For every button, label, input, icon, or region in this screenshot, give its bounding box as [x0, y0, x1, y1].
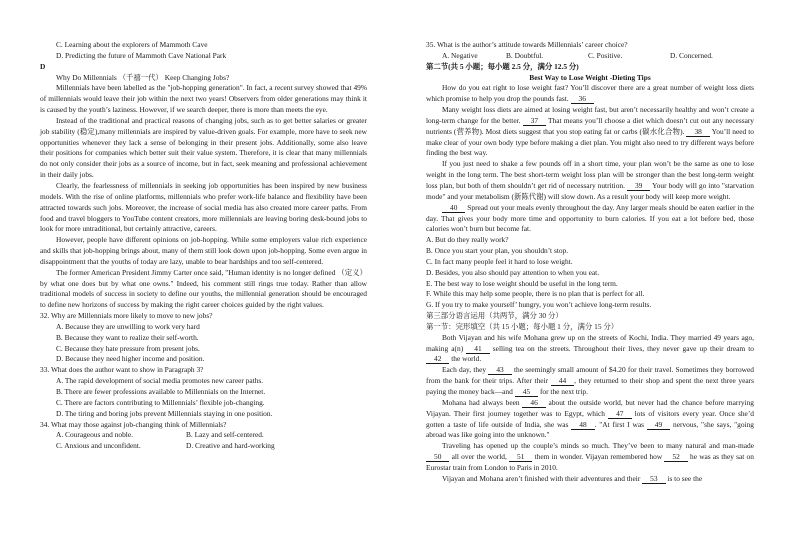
paragraph-text: the seemingly small amount of $4.20 for their travel. Sometimes they borrowed from the bank for their trips. After their — [426, 365, 754, 386]
paragraph-text: Many weight loss diets are aimed at losing weight fast, but aren’t necessarily healthy and won’t create a long-term change for the better. — [426, 105, 754, 125]
options-row — [40, 430, 367, 441]
option-c: C. There are factors contributing to Millennials’ flexible job-changing. — [56, 397, 265, 407]
blank-44: 44 — [551, 376, 574, 386]
option-a: A. Courageous and noble. — [56, 430, 133, 440]
option-b: B. There are fewer professions available to Millennials on the Internet. — [56, 387, 266, 396]
option-d: D. Concerned. — [670, 50, 713, 60]
blank-45: 45 — [515, 387, 538, 397]
cloze-paragraph-2 — [426, 365, 754, 398]
blank-51: 51 — [509, 452, 532, 462]
paragraph-2: Instead of the traditional and practical reasons of changing jobs, such as to get better salaries or greater job stability (稳定),many millennials are inspired by value-driven goals. For example, more have to seek new opportunities whenever they lack a sense of belonging in their present jobs. Additionally, some also leave their positions for companies which better suit their value system. Therefore, it is clear that many millennials do not only consider their jobs as a source of income, but in fact, seek meaning and professional achievement in their daily jobs. — [40, 115, 367, 180]
paragraph-text: he was as they sat on Eurostar train from London to Paris in 2010. — [426, 452, 754, 472]
question-32 — [40, 311, 367, 365]
option-d: D. The tiring and boring jobs prevent Millennials staying in one position. — [56, 408, 273, 418]
blank-36: 36 — [571, 94, 594, 104]
article-title: Best Way to Lose Weight -Dieting Tips — [529, 72, 651, 82]
question-35 — [426, 40, 754, 62]
option-g: G. If you try to make yourself’ hungry, you won’t achieve long-term results. — [426, 300, 652, 310]
option-c: C. In fact many people feel it hard to lose weight. — [426, 256, 573, 266]
cloze-paragraph-3 — [426, 398, 754, 441]
question-stem: 35. What is the author’s attitude towards Millennials’ career choice? — [426, 40, 628, 49]
cloze-paragraph-4 — [426, 441, 754, 474]
question-34 — [40, 420, 367, 453]
question-stem: 33. What does the author want to show in Paragraph 3? — [40, 365, 204, 375]
paragraph-text: , they returned to their shop and spent the next three years paying the money back—and — [426, 376, 754, 396]
blank-49: 49 — [647, 420, 670, 430]
blank-48: 48 — [571, 420, 594, 430]
option-d: D. Because they need higher income and position. — [56, 354, 205, 364]
section-letter: D — [40, 61, 46, 71]
option-d: D. Creative and hard-working — [186, 441, 275, 451]
option-d: D. Besides, you also should pay attention to when you eat. — [426, 267, 600, 277]
blank-47: 47 — [608, 409, 631, 419]
blank-37: 37 — [523, 116, 546, 126]
cloze-paragraph-1 — [426, 333, 754, 366]
blank-38: 38 — [686, 127, 709, 137]
paragraph-text: Spread out your meals evenly throughout the day. Any larger meals should be eaten earlier in the day. That gives your body more time and opportunity to burn calories. If you eat a lot before bed, those calories won’t burn but become fat. — [426, 202, 754, 234]
paragraph-text: Mohana had always been — [442, 397, 520, 407]
paragraph-text: Vijayan and Mohana aren’t finished with their adventures and their — [442, 473, 641, 483]
paragraph-text: You’ll need to make clear of your own body type before making a diet plan. You might also need to try different ways before finding the best way. — [426, 126, 754, 158]
right-column — [426, 40, 754, 485]
paragraph-text: is to see the — [667, 473, 703, 483]
passage-title: Why Do Millennials （千禧一代） Keep Changing Jobs? — [56, 72, 230, 82]
seven-choose-five-options — [426, 235, 754, 311]
cloze-paragraph-5 — [426, 474, 754, 485]
left-column — [40, 40, 367, 452]
question-stem: 34. What may those against job-changing think of Millennials? — [40, 419, 227, 429]
blank-42: 42 — [426, 354, 449, 364]
blank-39: 39 — [627, 181, 650, 191]
option-a: A. Negative — [442, 50, 478, 60]
blank-52: 52 — [664, 452, 687, 462]
blank-40: 40 — [442, 203, 465, 213]
option-b: B. Because they want to realize their self-worth. — [56, 332, 199, 342]
seven-choose-five-paragraph-2 — [426, 105, 754, 159]
option-e: E. The best way to lose weight should be useful in the long term. — [426, 278, 618, 288]
paragraph-text: lots of visitors every year. Once she’d gotten a taste of life outside of India, she was — [426, 408, 754, 429]
option-c: C. Positive. — [588, 50, 623, 60]
paragraph-3: Clearly, the fearlessness of millennials in seeking job opportunities has been inspired by new business models. With the rise of online platforms, millennials who prefer work-life balance and flexibility have been attracted towards such jobs. Moreover, the increase of social media has also created more career paths. From food and travel bloggers to YouTube content creators, more millennials are leaving boring desk-bound jobs to look for more untraditional, but certainly attractive, careers. — [40, 180, 367, 234]
section-2-header: 第二节(共 5 小题；每小题 2.5 分，满分 12.5 分) — [426, 61, 579, 71]
option-a: A. But do they really work? — [426, 235, 509, 245]
section-1-header: 第一节：完形填空（共 15 小题；每小题 1 分，满分 15 分） — [426, 321, 619, 331]
paragraph-5: The former American President Jimmy Carter once said, "Human identity is no longer defined （定义） by what one does but by what one owns." Indeed, his comment still rings true today. Rather than allow traditional models of success in society to define our youths, the millennial generation should be encouraged to define new horizons of success by making the right career choices guided by the right values. — [40, 267, 367, 310]
paragraph-text: Both Vijayan and his wife Mohana grew up on the streets of Kochi, India. They married 49 years ago, making a(n) — [426, 332, 754, 353]
blank-50: 50 — [426, 452, 449, 462]
blank-53: 53 — [642, 474, 665, 484]
paragraph-text: Your body will go into "starvation mode" and your metabolism (新陈代谢) will slow down. As a result your body will keep more weight. — [426, 180, 754, 201]
paragraph-text: How do you eat right to lose weight fast? You’ll discover there are a great number of weight loss diets which promise to help you drop the pounds fast. — [426, 83, 754, 104]
option-a: A. Because they are unwilling to work very hard — [56, 321, 200, 331]
paragraph-text: all over the world, — [451, 452, 507, 462]
option-b: B. Once you start your plan, you shouldn’t stop. — [426, 246, 569, 256]
paragraph-text: . "At first I was — [594, 419, 644, 429]
part-3-header: 第三部分语言运用（共两节，满分 30 分） — [426, 311, 563, 321]
option-c: C. Learning about the explorers of Mammoth Cave — [56, 40, 208, 49]
paragraph-text: That means you’ll choose a diet which doesn’t cut out any necessary nutrients (营养物). Most diets suggest that you stop eating fat or carbs (碳水化合物). — [426, 115, 755, 136]
seven-choose-five-paragraph-3 — [426, 159, 754, 202]
option-c: C. Because they hate pressure from present jobs. — [56, 343, 200, 353]
paragraph-1: Millennials have been labelled as the "job-hopping generation". In fact, a recent survey showed that 49% of millennials would leave their job within the next two years! Observers from older generations may think it is caused by the youth’s laziness. However, if we search deeper, there is more than meets the eye. — [40, 83, 367, 115]
options-row — [426, 51, 754, 62]
paragraph-text: Each day, they — [442, 365, 487, 375]
paragraph-text: nervous, "she says, "going abroad was like going into the unknown." — [426, 419, 754, 440]
option-f: F. While this may help some people, there is no plan that is perfect for all. — [426, 289, 645, 299]
paragraph-text: Traveling has opened up the couple’s minds so much. They’ve been to many natural and man-made — [442, 441, 754, 451]
paragraph-text: If you just need to shake a few pounds off in a short time, your plan won’t be the same as one to lose weight in the long term. The best short-term weight loss plan will be stronger than the best long-term weight loss plan, but both of them shouldn’t get rid of necessary nutrition. — [426, 159, 754, 190]
paragraph-text: selling tea on the streets. Throughout their lives, they never gave up their dream to — [492, 343, 754, 353]
paragraph-text: about the outside world, but never had the chance before marrying Vijayan. Their first journey together was to Egypt, which — [426, 397, 754, 418]
blank-41: 41 — [466, 344, 489, 354]
question-stem: 32. Why are Millennials more likely to move to new jobs? — [40, 311, 213, 321]
option-b: B. Doubtful. — [506, 50, 544, 60]
blank-43: 43 — [488, 365, 511, 375]
paragraph-text: the world. — [451, 354, 482, 364]
question-33 — [40, 365, 367, 419]
seven-choose-five-paragraph-4 — [426, 203, 754, 236]
option-c: C. Anxious and unconfident. — [56, 441, 141, 451]
paragraph-text: for the next trip. — [539, 387, 588, 396]
seven-choose-five-paragraph-1 — [426, 83, 754, 105]
blank-46: 46 — [522, 398, 545, 408]
options-row — [40, 441, 367, 452]
option-a: A. The rapid development of social media promotes new career paths. — [56, 376, 264, 386]
paragraph-4: However, people have different opinions on job-hopping. While some employers value rich experience and skills that job-hopping brings about, many of them still look down upon job-hopping. Some even argue in disappointment that the youths of today are lazy, unable to bear hardships and too self-centered. — [40, 235, 367, 266]
paragraph-text: them in wonder. Vijayan remembered how — [534, 452, 663, 462]
option-d: D. Predicting the future of Mammoth Cave National Park — [56, 50, 227, 60]
option-b: B. Lazy and self-centered. — [186, 430, 264, 440]
